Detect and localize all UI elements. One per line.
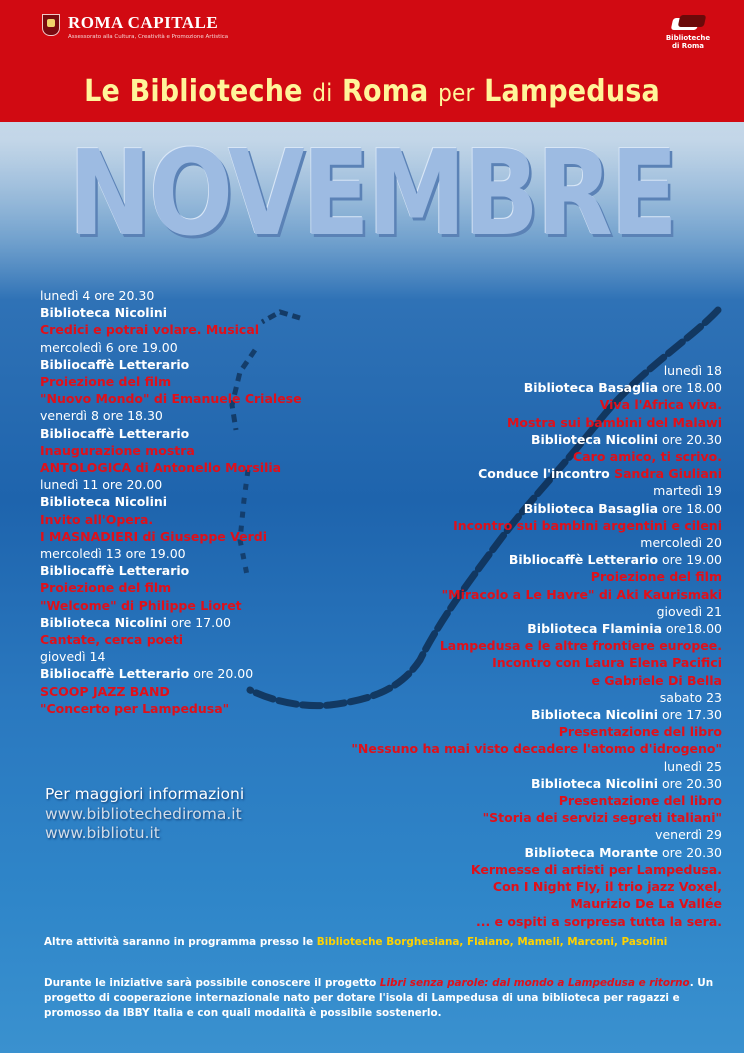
roma-capitale-logo — [42, 14, 228, 41]
event-line: Caro amico, ti scrivo. — [573, 449, 722, 465]
left-event-list — [40, 287, 302, 717]
event-line: lunedì 4 ore 20.30 — [40, 288, 155, 303]
website-link-2[interactable]: www.bibliotu.it — [45, 824, 160, 842]
event-time: ore 19.00 — [658, 552, 722, 568]
event-venue: Bibliocaffè Letterario — [508, 552, 659, 568]
event-line: Invito all'Opera. — [40, 511, 154, 527]
event-line: giovedì 14 — [40, 649, 106, 665]
event-line: Inaugurazione mostra — [40, 442, 195, 458]
event-line: Proiezione del film — [590, 569, 722, 585]
event-line: "Welcome" di Philippe Lioret — [40, 597, 242, 613]
event-line: mercoledì 13 ore 19.00 — [40, 546, 186, 562]
event-venue: Biblioteca Nicolini — [530, 775, 659, 791]
event-line — [351, 706, 722, 723]
event-venue: Biblioteca Basaglia — [523, 500, 659, 516]
event-line: "Nessuno ha mai visto decadere l'atomo d'idrogeno" — [351, 741, 722, 757]
event-time: ore 20.30 — [658, 775, 722, 791]
event-venue: Biblioteca Basaglia — [523, 380, 659, 396]
brand-line1: Biblioteche — [665, 34, 711, 42]
event-venue: Biblioteca Nicolini — [530, 707, 659, 723]
event-line: SCOOP JAZZ BAND — [40, 683, 170, 699]
event-venue: Conduce l'incontro — [478, 466, 610, 482]
event-time: ore 18.00 — [658, 380, 722, 396]
event-line — [40, 614, 302, 631]
event-line — [351, 379, 722, 396]
event-time: ore 18.00 — [658, 500, 722, 516]
event-line: Proiezione del film — [40, 374, 172, 390]
headline-w6: Lampedusa — [484, 74, 660, 109]
org-subtitle: Assessorato alla Cultura, Creatività e Promozione Artistica — [68, 34, 229, 40]
other-libraries: Biblioteche Borghesiana, Flaiano, Mameli, Marconi, Pasolini — [316, 936, 668, 948]
project-note — [44, 976, 714, 1021]
headline-w2: Biblioteche — [129, 74, 303, 109]
event-venue: Biblioteca Nicolini — [530, 431, 659, 447]
event-venue: Biblioteca Nicolini — [40, 614, 168, 630]
event-venue: Biblioteca Morante — [524, 844, 659, 860]
event-line — [351, 551, 722, 568]
event-line: Kermesse di artisti per Lampedusa. — [470, 861, 722, 877]
event-line: mercoledì 20 — [640, 535, 722, 551]
biblioteche-logo — [662, 14, 714, 50]
headline-w5: per — [438, 79, 475, 107]
month-title: NOVEMBRE — [68, 124, 676, 262]
event-line: e Gabriele Di Bella — [591, 672, 722, 688]
project-name: Libri senza parole: dal mondo a Lampedusa e ritorno — [379, 977, 690, 989]
headline-w3: di — [312, 79, 333, 107]
event-line — [351, 775, 722, 792]
event-line: Con I Night Fly, il trio jazz Voxel, — [492, 879, 722, 895]
org-title: ROMA CAPITALE — [68, 13, 219, 32]
event-line: martedì 19 — [653, 483, 722, 499]
event-line — [351, 620, 722, 637]
website-link[interactable]: www.bibliotechediroma.it — [45, 804, 242, 823]
event-line: Cantate, cerca poeti — [40, 632, 183, 648]
event-line: ... e ospiti a sorpresa tutta la sera. — [475, 913, 722, 929]
event-time: ore18.00 — [662, 621, 722, 637]
event-line — [351, 465, 722, 482]
event-line: Biblioteca Nicolini — [40, 494, 168, 510]
event-line: I MASNADIERI di Giuseppe Verdi — [40, 528, 267, 544]
event-time: ore 20.30 — [658, 431, 722, 447]
event-line: Mostra sui bambini del Malawi — [506, 414, 722, 430]
right-event-list — [351, 362, 722, 930]
event-venue: Bibliocaffè Letterario — [40, 666, 190, 682]
event-line: Bibliocaffè Letterario — [40, 356, 190, 372]
headline-w4: Roma — [342, 74, 429, 109]
event-line: "Nuovo Mondo" di Emanuele Crialese — [40, 391, 302, 407]
event-line: Incontro con Laura Elena Pacifici — [492, 655, 722, 671]
event-venue: Biblioteca Flaminia — [527, 621, 663, 637]
event-line: Credici e potrai volare. Musical — [40, 322, 260, 338]
event-line: Lampedusa e le altre frontiere europee. — [439, 638, 722, 654]
event-line — [351, 431, 722, 448]
event-line: Bibliocaffè Letterario — [40, 563, 190, 579]
headline — [0, 74, 744, 109]
event-line: "Miracolo a Le Havre" di Aki Kaurismaki — [441, 586, 722, 602]
project-note-suffix: . Un progetto di cooperazione internazionale nato per dotare l'isola di Lampedusa di una biblioteca per ragazzi e promosso da IBBY Italia e con quali modalità è possibile sostenerlo. — [44, 977, 714, 1019]
event-line: lunedì 25 — [663, 758, 722, 774]
event-line: lunedì 18 — [663, 363, 722, 378]
event-line: Biblioteca Nicolini — [40, 305, 168, 321]
event-time: ore 17.00 — [167, 614, 232, 630]
event-line: "Concerto per Lampedusa" — [40, 700, 230, 716]
event-line: sabato 23 — [659, 689, 722, 705]
brand-line2: di Roma — [671, 42, 705, 50]
event-line: Incontro sui bambini argentini e cileni — [453, 517, 722, 533]
event-line: Bibliocaffè Letterario — [40, 425, 190, 441]
info-block — [45, 785, 244, 844]
event-line: venerdì 8 ore 18.30 — [40, 408, 163, 424]
event-line — [40, 665, 302, 682]
event-line: Maurizio De La Vallée — [570, 896, 722, 912]
event-line: venerdì 29 — [655, 827, 722, 843]
event-host: Sandra Giuliani — [609, 466, 722, 482]
event-line: Presentazione del libro — [558, 793, 722, 809]
other-activities — [44, 936, 667, 948]
event-time: ore 20.30 — [658, 844, 722, 860]
event-line: lunedì 11 ore 20.00 — [40, 477, 163, 493]
headline-w1: Le — [84, 74, 120, 109]
event-time: ore 20.00 — [189, 666, 254, 682]
event-line: Proiezione del film — [40, 580, 172, 596]
event-line: mercoledì 6 ore 19.00 — [40, 339, 178, 355]
project-note-prefix: Durante le iniziative sarà possibile conoscere il progetto — [44, 977, 380, 989]
other-activities-prefix: Altre attività saranno in programma presso le — [44, 936, 317, 948]
event-line: "Storia dei servizi segreti italiani" — [482, 810, 722, 826]
event-line: Viva l'Africa viva. — [599, 397, 722, 413]
event-time: ore 17.30 — [658, 707, 722, 723]
event-line: giovedì 21 — [656, 603, 722, 619]
book-icon — [670, 14, 706, 32]
event-line: Presentazione del libro — [558, 724, 722, 740]
event-line: ANTOLOGICA di Antonello Morsilia — [40, 460, 282, 476]
event-line — [351, 844, 722, 861]
header-bar — [0, 0, 744, 122]
crest-icon — [42, 14, 60, 36]
info-title: Per maggiori informazioni — [45, 785, 245, 803]
event-line — [351, 500, 722, 517]
